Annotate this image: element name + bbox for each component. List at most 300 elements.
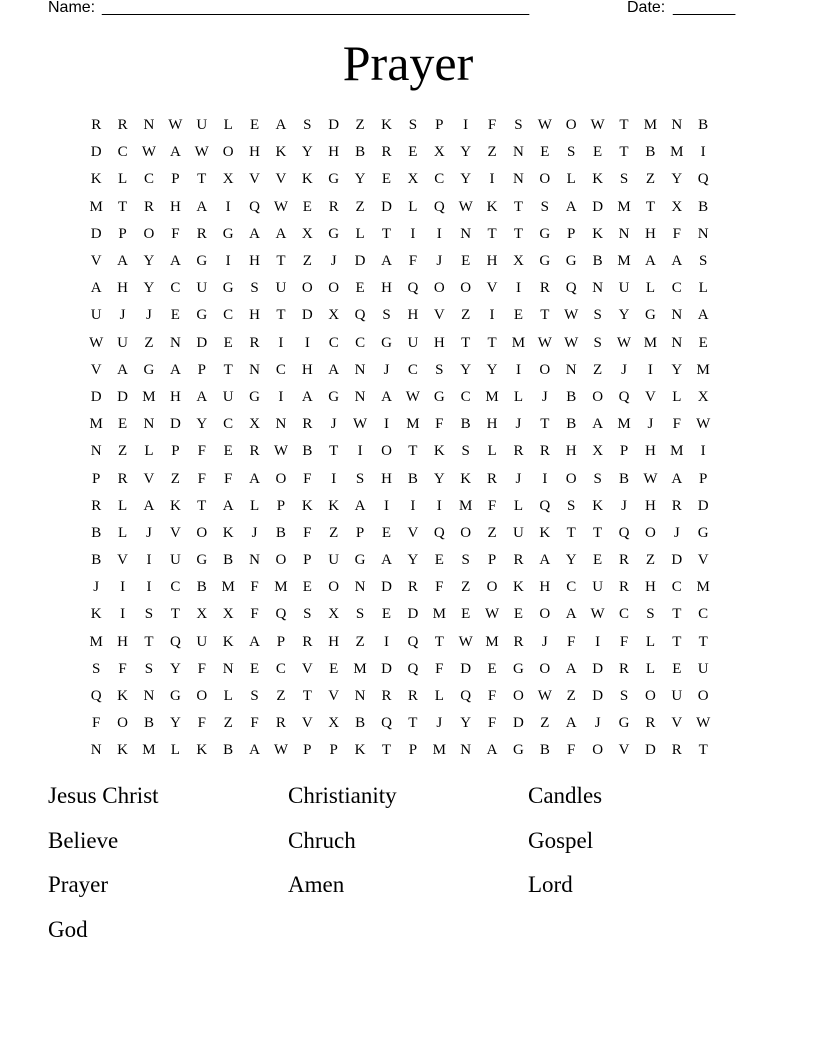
- grid-letter[interactable]: C: [170, 280, 181, 297]
- grid-letter[interactable]: T: [408, 443, 418, 460]
- grid-letter[interactable]: A: [644, 253, 656, 270]
- grid-letter[interactable]: Z: [355, 633, 365, 650]
- grid-letter[interactable]: Y: [618, 307, 630, 324]
- grid-letter[interactable]: F: [197, 443, 206, 460]
- grid-letter[interactable]: P: [171, 171, 180, 188]
- grid-letter[interactable]: D: [301, 307, 313, 324]
- grid-letter[interactable]: F: [435, 579, 444, 596]
- grid-letter[interactable]: O: [565, 470, 577, 487]
- grid-letter[interactable]: F: [672, 416, 681, 433]
- grid-letter[interactable]: J: [594, 715, 601, 732]
- grid-letter[interactable]: C: [566, 579, 577, 596]
- grid-letter[interactable]: O: [592, 742, 604, 759]
- grid-letter[interactable]: T: [513, 225, 524, 242]
- grid-letter[interactable]: R: [513, 633, 524, 650]
- grid-letter[interactable]: O: [275, 552, 287, 569]
- grid-letter[interactable]: F: [250, 715, 259, 732]
- grid-letter[interactable]: P: [276, 497, 286, 514]
- grid-letter[interactable]: O: [539, 361, 551, 378]
- grid-letter[interactable]: N: [90, 742, 102, 759]
- grid-letter[interactable]: F: [487, 497, 497, 514]
- grid-letter[interactable]: G: [196, 307, 208, 324]
- grid-letter[interactable]: L: [672, 388, 682, 405]
- grid-letter[interactable]: H: [565, 443, 577, 460]
- grid-letter[interactable]: X: [196, 606, 208, 623]
- grid-letter[interactable]: T: [619, 117, 629, 134]
- grid-letter[interactable]: N: [671, 307, 683, 324]
- grid-letter[interactable]: N: [460, 225, 472, 242]
- grid-letter[interactable]: V: [407, 524, 419, 541]
- grid-letter[interactable]: F: [118, 660, 127, 677]
- grid-letter[interactable]: M: [617, 416, 631, 433]
- grid-letter[interactable]: K: [328, 497, 340, 514]
- grid-letter[interactable]: T: [197, 171, 207, 188]
- grid-letter[interactable]: R: [671, 497, 682, 514]
- grid-letter[interactable]: E: [329, 660, 339, 677]
- grid-letter[interactable]: C: [275, 361, 286, 378]
- grid-letter[interactable]: W: [273, 443, 289, 460]
- grid-letter[interactable]: E: [170, 307, 180, 324]
- grid-letter[interactable]: S: [619, 171, 629, 188]
- grid-letter[interactable]: G: [222, 280, 234, 297]
- grid-letter[interactable]: U: [169, 552, 181, 569]
- grid-letter[interactable]: Q: [275, 606, 287, 623]
- grid-letter[interactable]: B: [223, 552, 234, 569]
- grid-letter[interactable]: K: [90, 606, 102, 623]
- grid-letter[interactable]: R: [117, 117, 128, 134]
- grid-letter[interactable]: T: [540, 307, 550, 324]
- grid-letter[interactable]: O: [539, 606, 551, 623]
- grid-letter[interactable]: G: [644, 307, 656, 324]
- grid-letter[interactable]: M: [89, 633, 103, 650]
- grid-letter[interactable]: A: [196, 388, 208, 405]
- grid-letter[interactable]: E: [593, 144, 603, 161]
- grid-letter[interactable]: M: [670, 443, 684, 460]
- grid-letter[interactable]: J: [436, 715, 443, 732]
- grid-letter[interactable]: Z: [355, 198, 365, 215]
- grid-letter[interactable]: K: [354, 742, 366, 759]
- grid-letter[interactable]: J: [515, 416, 522, 433]
- grid-letter[interactable]: Z: [302, 253, 312, 270]
- grid-letter[interactable]: N: [354, 579, 366, 596]
- grid-letter[interactable]: L: [249, 497, 260, 514]
- grid-letter[interactable]: Z: [461, 307, 471, 324]
- grid-letter[interactable]: G: [328, 225, 340, 242]
- grid-letter[interactable]: I: [647, 361, 653, 378]
- grid-letter[interactable]: H: [644, 497, 656, 514]
- grid-letter[interactable]: M: [142, 388, 156, 405]
- grid-letter[interactable]: S: [461, 443, 470, 460]
- grid-letter[interactable]: N: [249, 552, 260, 569]
- grid-letter[interactable]: U: [90, 307, 102, 324]
- grid-letter[interactable]: B: [698, 198, 709, 215]
- grid-letter[interactable]: E: [381, 524, 392, 541]
- grid-letter[interactable]: M: [221, 579, 235, 596]
- grid-letter[interactable]: R: [91, 497, 102, 514]
- grid-letter[interactable]: G: [328, 388, 340, 405]
- grid-letter[interactable]: J: [146, 307, 152, 324]
- grid-letter[interactable]: W: [194, 144, 209, 161]
- grid-letter[interactable]: S: [540, 198, 549, 215]
- grid-letter[interactable]: Y: [354, 171, 366, 188]
- grid-letter[interactable]: K: [275, 144, 287, 161]
- grid-letter[interactable]: O: [565, 117, 577, 134]
- grid-letter[interactable]: J: [673, 524, 680, 541]
- grid-letter[interactable]: Z: [645, 552, 655, 569]
- grid-letter[interactable]: D: [513, 715, 524, 732]
- grid-letter[interactable]: Z: [329, 524, 339, 541]
- grid-letter[interactable]: U: [196, 633, 208, 650]
- grid-letter[interactable]: A: [381, 253, 392, 270]
- grid-letter[interactable]: D: [196, 334, 208, 351]
- grid-letter[interactable]: N: [90, 443, 102, 460]
- grid-letter[interactable]: N: [249, 361, 260, 378]
- grid-letter[interactable]: C: [117, 144, 128, 161]
- grid-letter[interactable]: I: [383, 633, 389, 650]
- grid-letter[interactable]: F: [92, 715, 101, 732]
- grid-letter[interactable]: F: [672, 225, 681, 242]
- grid-letter[interactable]: M: [432, 742, 446, 759]
- grid-letter[interactable]: S: [303, 117, 312, 134]
- grid-letter[interactable]: L: [698, 280, 708, 297]
- grid-letter[interactable]: N: [169, 334, 181, 351]
- grid-letter[interactable]: L: [434, 688, 444, 705]
- grid-letter[interactable]: T: [487, 334, 497, 351]
- grid-letter[interactable]: W: [273, 742, 289, 759]
- grid-letter[interactable]: M: [89, 416, 103, 433]
- grid-letter[interactable]: Y: [460, 144, 472, 161]
- grid-letter[interactable]: X: [513, 253, 524, 270]
- grid-letter[interactable]: B: [407, 470, 418, 487]
- grid-letter[interactable]: I: [436, 225, 442, 242]
- grid-letter[interactable]: V: [644, 388, 656, 405]
- grid-letter[interactable]: I: [489, 171, 495, 188]
- grid-letter[interactable]: Q: [618, 388, 630, 405]
- grid-letter[interactable]: S: [382, 307, 391, 324]
- grid-letter[interactable]: F: [435, 660, 444, 677]
- grid-letter[interactable]: P: [276, 633, 286, 650]
- grid-letter[interactable]: F: [303, 470, 312, 487]
- grid-letter[interactable]: N: [354, 388, 366, 405]
- grid-letter[interactable]: T: [381, 225, 392, 242]
- grid-letter[interactable]: X: [301, 225, 313, 242]
- grid-letter[interactable]: I: [436, 497, 442, 514]
- grid-letter[interactable]: W: [141, 144, 157, 161]
- grid-letter[interactable]: L: [487, 443, 497, 460]
- grid-letter[interactable]: D: [90, 144, 102, 161]
- grid-letter[interactable]: U: [196, 280, 208, 297]
- grid-letter[interactable]: I: [515, 361, 521, 378]
- grid-letter[interactable]: E: [302, 198, 312, 215]
- grid-letter[interactable]: M: [274, 579, 288, 596]
- grid-letter[interactable]: X: [222, 606, 234, 623]
- grid-letter[interactable]: T: [329, 443, 339, 460]
- grid-letter[interactable]: E: [223, 334, 233, 351]
- grid-letter[interactable]: S: [250, 688, 259, 705]
- grid-letter[interactable]: Z: [276, 688, 286, 705]
- grid-letter[interactable]: H: [249, 307, 260, 324]
- grid-letter[interactable]: Y: [169, 715, 181, 732]
- grid-letter[interactable]: L: [170, 742, 180, 759]
- grid-letter[interactable]: N: [671, 334, 683, 351]
- grid-letter[interactable]: P: [329, 742, 338, 759]
- grid-letter[interactable]: E: [118, 416, 128, 433]
- grid-letter[interactable]: K: [117, 742, 128, 759]
- grid-letter[interactable]: N: [143, 117, 155, 134]
- grid-letter[interactable]: B: [645, 144, 656, 161]
- grid-letter[interactable]: B: [91, 552, 102, 569]
- grid-letter[interactable]: F: [435, 416, 444, 433]
- grid-letter[interactable]: H: [433, 334, 445, 351]
- grid-letter[interactable]: V: [169, 524, 181, 541]
- grid-letter[interactable]: H: [486, 416, 498, 433]
- grid-letter[interactable]: A: [565, 660, 577, 677]
- grid-letter[interactable]: X: [328, 307, 340, 324]
- grid-letter[interactable]: N: [460, 742, 472, 759]
- grid-letter[interactable]: Q: [460, 688, 472, 705]
- grid-letter[interactable]: T: [302, 688, 312, 705]
- grid-letter[interactable]: Q: [354, 307, 366, 324]
- grid-letter[interactable]: V: [697, 552, 709, 569]
- grid-letter[interactable]: L: [118, 524, 128, 541]
- grid-letter[interactable]: M: [696, 579, 710, 596]
- grid-letter[interactable]: O: [117, 715, 128, 732]
- grid-letter[interactable]: C: [223, 307, 234, 324]
- grid-letter[interactable]: D: [592, 660, 604, 677]
- grid-letter[interactable]: P: [92, 470, 101, 487]
- grid-letter[interactable]: R: [91, 117, 102, 134]
- grid-letter[interactable]: S: [92, 660, 101, 677]
- grid-letter[interactable]: A: [354, 497, 366, 514]
- grid-letter[interactable]: B: [539, 742, 550, 759]
- grid-letter[interactable]: C: [671, 579, 682, 596]
- grid-letter[interactable]: D: [381, 660, 392, 677]
- grid-letter[interactable]: L: [408, 198, 418, 215]
- grid-letter[interactable]: R: [487, 470, 498, 487]
- grid-letter[interactable]: Y: [301, 144, 313, 161]
- grid-letter[interactable]: L: [513, 388, 524, 405]
- grid-letter[interactable]: S: [514, 117, 523, 134]
- grid-letter[interactable]: G: [618, 715, 630, 732]
- grid-letter[interactable]: D: [407, 606, 419, 623]
- grid-letter[interactable]: Q: [433, 524, 445, 541]
- grid-letter[interactable]: M: [617, 198, 631, 215]
- grid-letter[interactable]: I: [463, 117, 469, 134]
- grid-letter[interactable]: D: [592, 198, 604, 215]
- grid-letter[interactable]: Q: [407, 280, 419, 297]
- grid-letter[interactable]: P: [171, 443, 180, 460]
- grid-letter[interactable]: E: [381, 606, 392, 623]
- grid-letter[interactable]: H: [301, 361, 313, 378]
- grid-letter[interactable]: W: [564, 334, 579, 351]
- grid-letter[interactable]: F: [487, 117, 497, 134]
- grid-letter[interactable]: Q: [90, 688, 102, 705]
- grid-letter[interactable]: J: [146, 524, 152, 541]
- grid-letter[interactable]: H: [644, 443, 656, 460]
- grid-letter[interactable]: D: [169, 416, 181, 433]
- grid-letter[interactable]: C: [460, 388, 471, 405]
- grid-letter[interactable]: K: [460, 470, 472, 487]
- grid-letter[interactable]: O: [486, 579, 498, 596]
- grid-letter[interactable]: O: [644, 524, 656, 541]
- grid-letter[interactable]: A: [328, 361, 340, 378]
- grid-letter[interactable]: I: [383, 416, 389, 433]
- grid-letter[interactable]: M: [353, 660, 367, 677]
- grid-letter[interactable]: B: [566, 388, 577, 405]
- grid-letter[interactable]: J: [436, 253, 443, 270]
- grid-letter[interactable]: N: [513, 144, 524, 161]
- grid-letter[interactable]: D: [381, 198, 392, 215]
- grid-letter[interactable]: S: [567, 144, 576, 161]
- grid-letter[interactable]: T: [223, 361, 233, 378]
- grid-letter[interactable]: Z: [355, 117, 365, 134]
- grid-letter[interactable]: D: [90, 225, 102, 242]
- grid-letter[interactable]: V: [90, 253, 102, 270]
- grid-letter[interactable]: M: [696, 361, 710, 378]
- grid-letter[interactable]: L: [223, 688, 233, 705]
- grid-letter[interactable]: T: [593, 524, 603, 541]
- grid-letter[interactable]: B: [566, 416, 577, 433]
- grid-letter[interactable]: R: [671, 742, 682, 759]
- grid-letter[interactable]: R: [619, 660, 630, 677]
- grid-letter[interactable]: Y: [671, 171, 683, 188]
- grid-letter[interactable]: A: [565, 606, 577, 623]
- grid-letter[interactable]: Y: [143, 280, 155, 297]
- grid-letter[interactable]: P: [487, 552, 497, 569]
- grid-letter[interactable]: T: [197, 497, 207, 514]
- grid-letter[interactable]: O: [460, 280, 472, 297]
- grid-letter[interactable]: J: [515, 470, 522, 487]
- grid-letter[interactable]: A: [381, 388, 392, 405]
- grid-letter[interactable]: W: [537, 334, 552, 351]
- grid-letter[interactable]: T: [276, 253, 286, 270]
- grid-letter[interactable]: E: [434, 552, 444, 569]
- grid-letter[interactable]: V: [671, 715, 683, 732]
- grid-letter[interactable]: I: [146, 579, 152, 596]
- grid-letter[interactable]: G: [539, 225, 551, 242]
- grid-letter[interactable]: I: [225, 253, 231, 270]
- grid-letter[interactable]: K: [301, 171, 313, 188]
- grid-letter[interactable]: A: [275, 225, 287, 242]
- grid-letter[interactable]: A: [117, 253, 128, 270]
- grid-letter[interactable]: O: [460, 524, 472, 541]
- grid-letter[interactable]: P: [118, 225, 127, 242]
- grid-letter[interactable]: F: [408, 253, 418, 270]
- grid-letter[interactable]: R: [302, 416, 313, 433]
- grid-letter[interactable]: O: [301, 280, 313, 297]
- grid-letter[interactable]: M: [617, 253, 631, 270]
- grid-letter[interactable]: G: [196, 552, 208, 569]
- grid-letter[interactable]: A: [592, 416, 604, 433]
- grid-letter[interactable]: H: [407, 307, 419, 324]
- grid-letter[interactable]: B: [223, 742, 234, 759]
- grid-letter[interactable]: E: [461, 606, 471, 623]
- grid-letter[interactable]: V: [90, 361, 102, 378]
- grid-letter[interactable]: W: [168, 117, 183, 134]
- grid-letter[interactable]: G: [328, 171, 340, 188]
- grid-letter[interactable]: Y: [169, 660, 181, 677]
- grid-letter[interactable]: L: [645, 280, 655, 297]
- grid-letter[interactable]: U: [275, 280, 287, 297]
- grid-letter[interactable]: D: [592, 688, 604, 705]
- grid-letter[interactable]: L: [645, 633, 655, 650]
- grid-letter[interactable]: S: [250, 280, 259, 297]
- grid-letter[interactable]: C: [275, 660, 286, 677]
- grid-letter[interactable]: E: [355, 280, 365, 297]
- grid-letter[interactable]: T: [118, 198, 128, 215]
- grid-letter[interactable]: M: [485, 633, 499, 650]
- grid-letter[interactable]: N: [222, 660, 234, 677]
- grid-letter[interactable]: T: [619, 144, 629, 161]
- grid-letter[interactable]: U: [196, 117, 208, 134]
- date-blank-line[interactable]: _______: [673, 0, 736, 16]
- grid-letter[interactable]: J: [330, 253, 337, 270]
- grid-letter[interactable]: M: [485, 388, 499, 405]
- grid-letter[interactable]: E: [381, 171, 392, 188]
- grid-letter[interactable]: R: [249, 443, 260, 460]
- grid-letter[interactable]: H: [249, 253, 260, 270]
- grid-letter[interactable]: G: [143, 361, 155, 378]
- grid-letter[interactable]: A: [486, 742, 498, 759]
- grid-letter[interactable]: J: [93, 579, 100, 596]
- grid-letter[interactable]: W: [537, 117, 552, 134]
- grid-letter[interactable]: F: [250, 606, 259, 623]
- grid-letter[interactable]: C: [434, 171, 445, 188]
- grid-letter[interactable]: I: [700, 443, 706, 460]
- grid-letter[interactable]: I: [146, 552, 152, 569]
- grid-letter[interactable]: S: [355, 606, 365, 623]
- grid-letter[interactable]: G: [354, 552, 366, 569]
- grid-letter[interactable]: O: [513, 688, 524, 705]
- grid-letter[interactable]: J: [621, 361, 627, 378]
- grid-letter[interactable]: K: [117, 688, 128, 705]
- grid-letter[interactable]: D: [671, 552, 683, 569]
- grid-letter[interactable]: O: [644, 688, 656, 705]
- grid-letter[interactable]: H: [644, 225, 656, 242]
- grid-letter[interactable]: X: [407, 171, 419, 188]
- grid-letter[interactable]: Y: [460, 361, 472, 378]
- grid-letter[interactable]: P: [303, 552, 312, 569]
- grid-letter[interactable]: B: [275, 524, 286, 541]
- grid-letter[interactable]: W: [405, 388, 420, 405]
- grid-letter[interactable]: B: [355, 144, 366, 161]
- grid-letter[interactable]: M: [643, 117, 658, 134]
- grid-letter[interactable]: H: [644, 579, 656, 596]
- grid-letter[interactable]: D: [644, 742, 656, 759]
- grid-letter[interactable]: G: [513, 742, 524, 759]
- grid-letter[interactable]: W: [643, 470, 658, 487]
- grid-letter[interactable]: X: [592, 443, 604, 460]
- grid-letter[interactable]: A: [697, 307, 709, 324]
- grid-letter[interactable]: E: [672, 660, 682, 677]
- grid-letter[interactable]: I: [120, 606, 126, 623]
- grid-letter[interactable]: E: [302, 579, 312, 596]
- grid-letter[interactable]: X: [671, 198, 683, 215]
- grid-letter[interactable]: W: [458, 633, 473, 650]
- grid-letter[interactable]: T: [566, 524, 576, 541]
- grid-letter[interactable]: D: [354, 253, 366, 270]
- grid-letter[interactable]: U: [592, 579, 604, 596]
- grid-letter[interactable]: X: [697, 388, 709, 405]
- grid-letter[interactable]: R: [381, 688, 392, 705]
- grid-letter[interactable]: O: [539, 660, 551, 677]
- grid-letter[interactable]: H: [117, 280, 128, 297]
- grid-letter[interactable]: P: [619, 443, 629, 460]
- grid-letter[interactable]: O: [539, 171, 551, 188]
- grid-letter[interactable]: K: [196, 742, 208, 759]
- grid-letter[interactable]: L: [144, 443, 154, 460]
- grid-letter[interactable]: V: [249, 171, 260, 188]
